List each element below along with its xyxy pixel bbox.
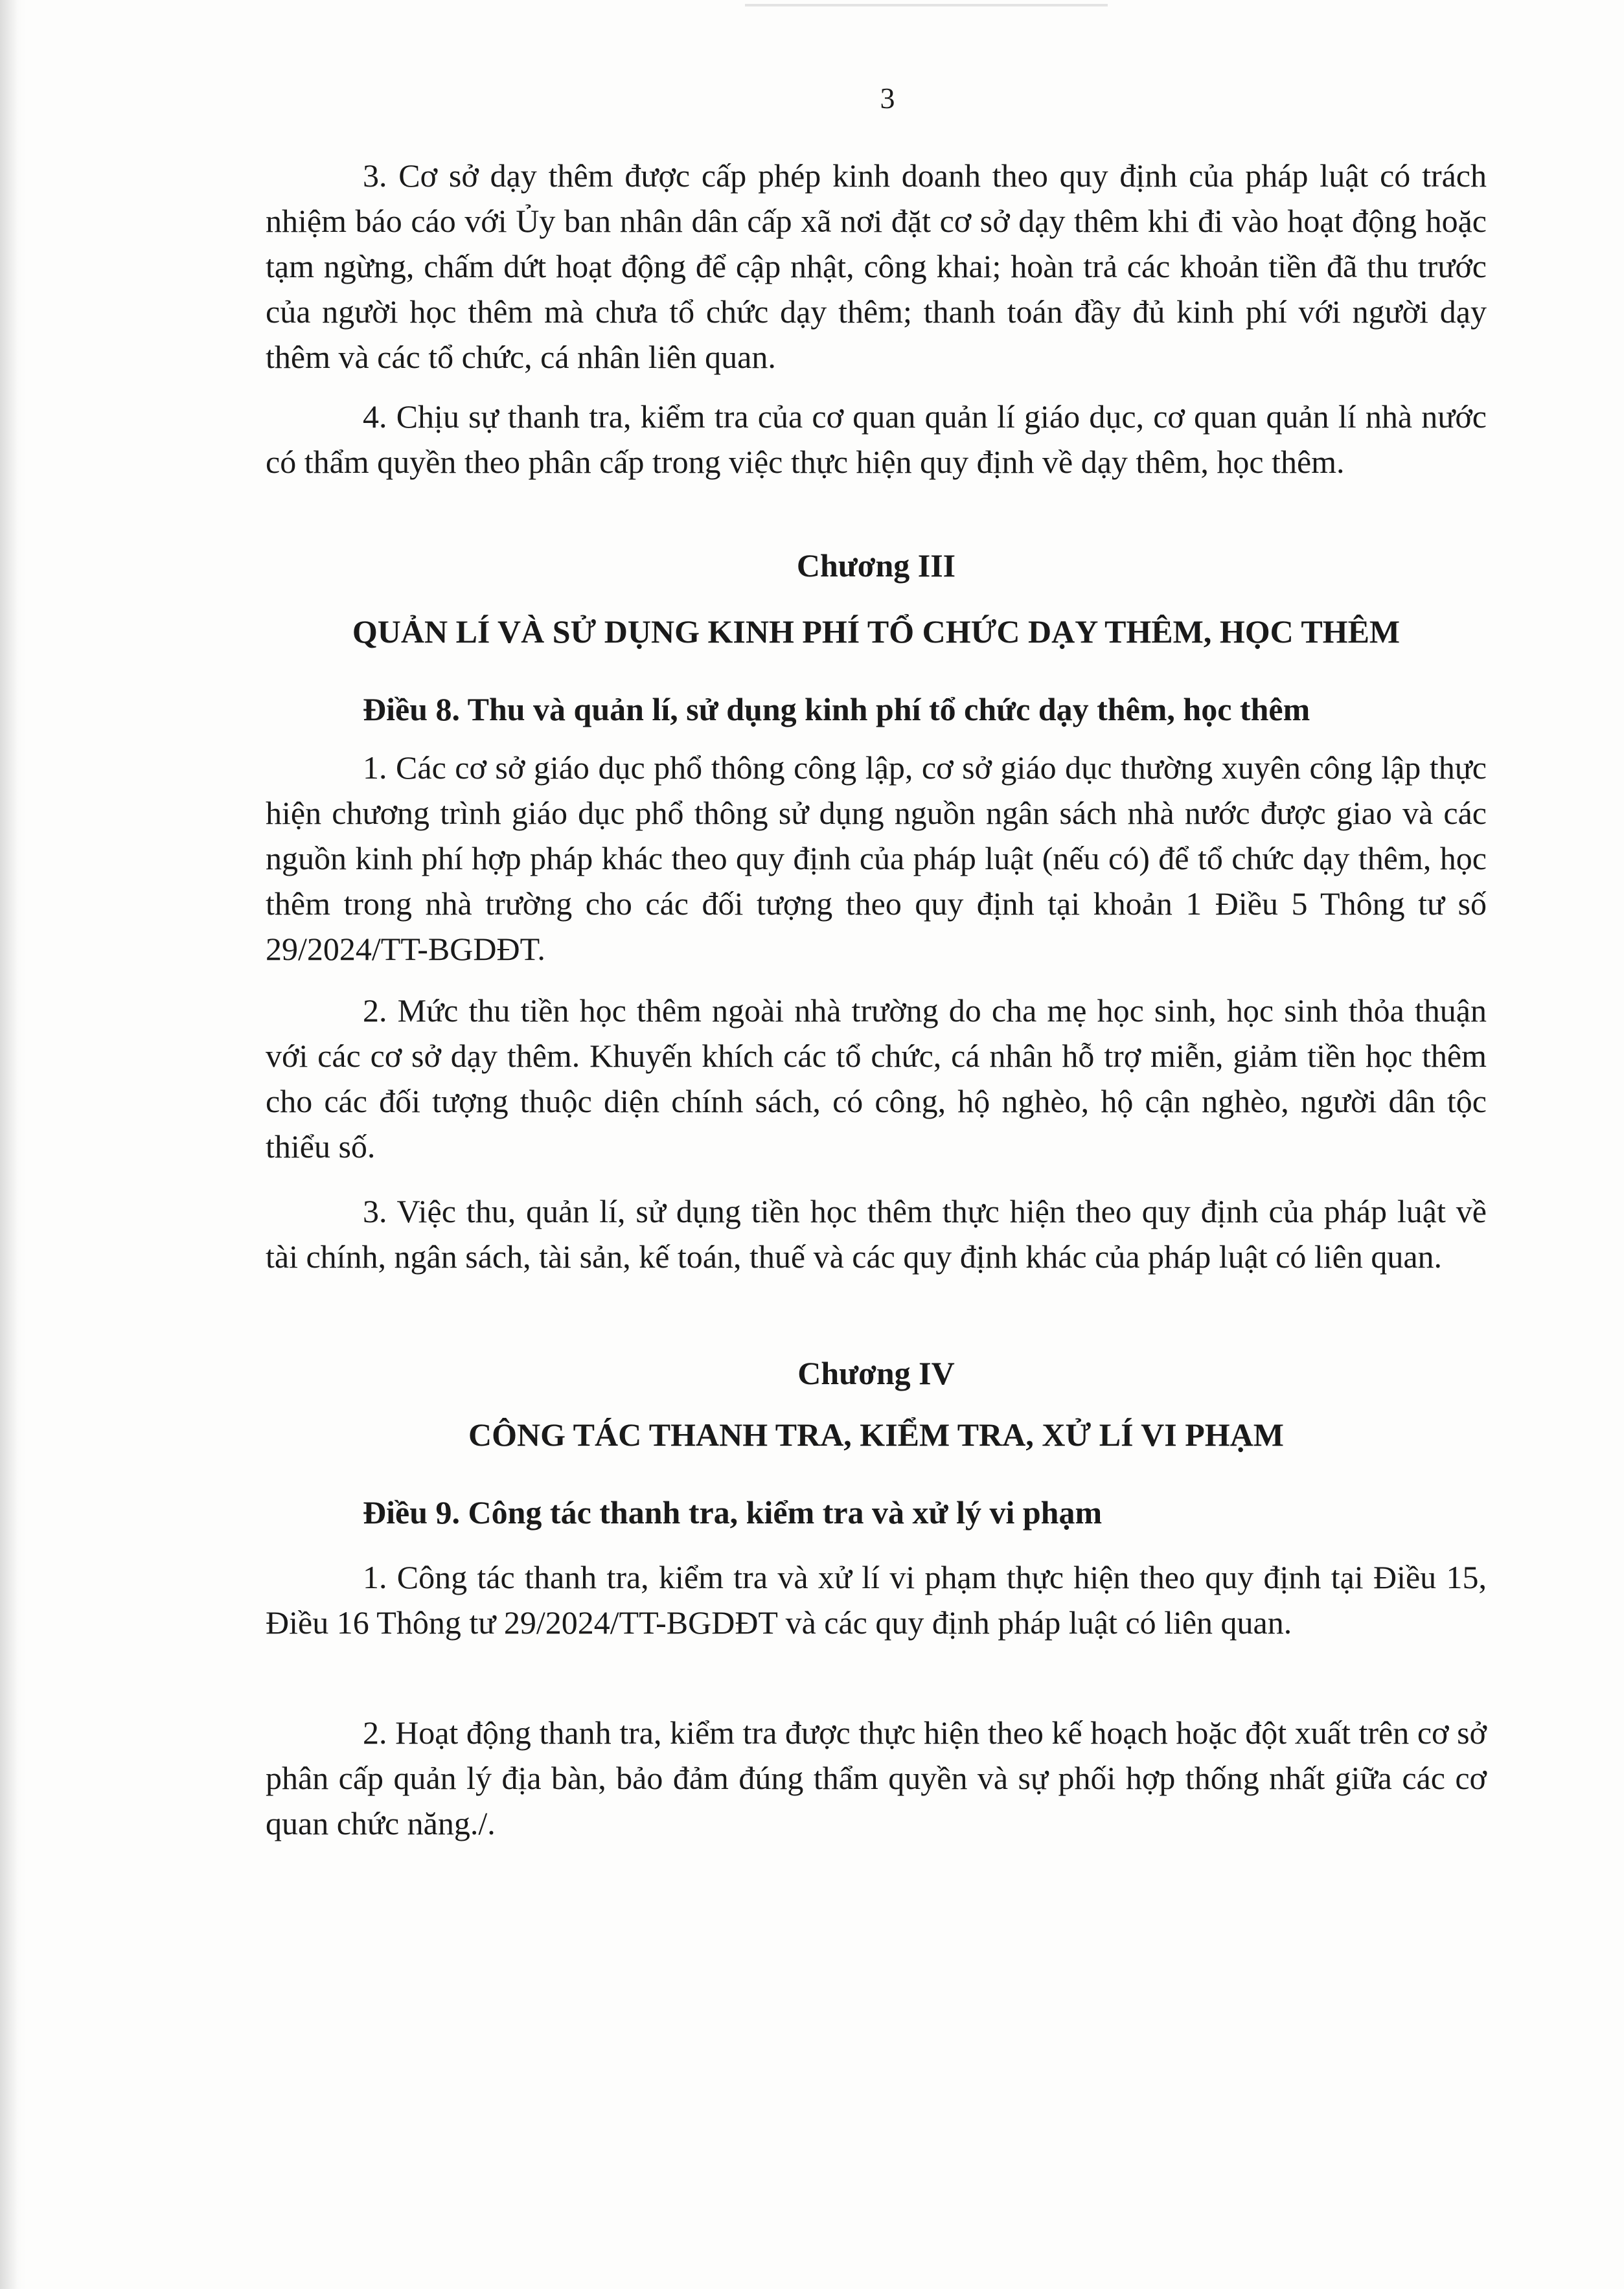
chapter-iii-heading: Chương III	[796, 547, 956, 584]
article-9-clause-1: 1. Công tác thanh tra, kiểm tra và xử lí vi phạm thực hiện theo quy định tại Điều 15, Điều 16 Thông tư 29/2024/TT-BGDĐT và các quy định pháp luật có liên quan.	[266, 1559, 1487, 1641]
page-number: 3	[880, 82, 895, 115]
chapter-iv-title: CÔNG TÁC THANH TRA, KIỂM TRA, XỬ LÍ VI PHẠM	[468, 1417, 1284, 1453]
chapter-iii-title: QUẢN LÍ VÀ SỬ DỤNG KINH PHÍ TỔ CHỨC DẠY THÊM, HỌC THÊM	[352, 613, 1401, 650]
chapter-iv-heading: Chương IV	[797, 1355, 955, 1391]
article-8-heading: Điều 8. Thu và quản lí, sử dụng kinh phí tổ chức dạy thêm, học thêm	[363, 691, 1310, 727]
clause-3-paragraph: 3. Cơ sở dạy thêm được cấp phép kinh doanh theo quy định của pháp luật có trách nhiệm báo cáo với Ủy ban nhân dân cấp xã nơi đặt cơ sở dạy thêm khi đi vào hoạt động hoặc tạm ngừng, chấm dứt hoạt động để cập nhật, công khai; hoàn trả các khoản tiền đã thu trước của người học thêm mà chưa tổ chức dạy thêm; thanh toán đầy đủ kinh phí với người dạy thêm và các tổ chức, cá nhân liên quan.	[266, 157, 1487, 375]
article-8-clause-2: 2. Mức thu tiền học thêm ngoài nhà trường do cha mẹ học sinh, học sinh thỏa thuận với các cơ sở dạy thêm. Khuyến khích các tổ chức, cá nhân hỗ trợ miễn, giảm tiền học thêm cho các đối tượng thuộc diện chính sách, có công, hộ nghèo, hộ cận nghèo, người dân tộc thiểu số.	[266, 992, 1487, 1165]
article-8-clause-3: 3. Việc thu, quản lí, sử dụng tiền học thêm thực hiện theo quy định của pháp luật về tài chính, ngân sách, tài sản, kế toán, thuế và các quy định khác của pháp luật có liên quan.	[266, 1193, 1487, 1275]
article-9-heading: Điều 9. Công tác thanh tra, kiểm tra và xử lý vi phạm	[363, 1494, 1103, 1531]
clause-4-paragraph: 4. Chịu sự thanh tra, kiểm tra của cơ quan quản lí giáo dục, cơ quan quản lí nhà nước có thẩm quyền theo phân cấp trong việc thực hiện quy định về dạy thêm, học thêm.	[266, 398, 1487, 480]
scan-edge-shadow	[0, 0, 26, 2289]
article-9-clause-2: 2. Hoạt động thanh tra, kiểm tra được thực hiện theo kế hoạch hoặc đột xuất trên cơ sở phân cấp quản lý địa bàn, bảo đảm đúng thẩm quyền và sự phối hợp thống nhất giữa các cơ quan chức năng./.	[266, 1714, 1487, 1841]
scan-top-mark	[745, 4, 1108, 6]
article-8-clause-1: 1. Các cơ sở giáo dục phổ thông công lập, cơ sở giáo dục thường xuyên công lập thực hiện chương trình giáo dục phổ thông sử dụng nguồn ngân sách nhà nước được giao và các nguồn kinh phí hợp pháp khác theo quy định của pháp luật (nếu có) để tổ chức dạy thêm, học thêm trong nhà trường cho các đối tượng theo quy định tại khoản 1 Điều 5 Thông tư số 29/2024/TT-BGDĐT.	[266, 749, 1487, 967]
